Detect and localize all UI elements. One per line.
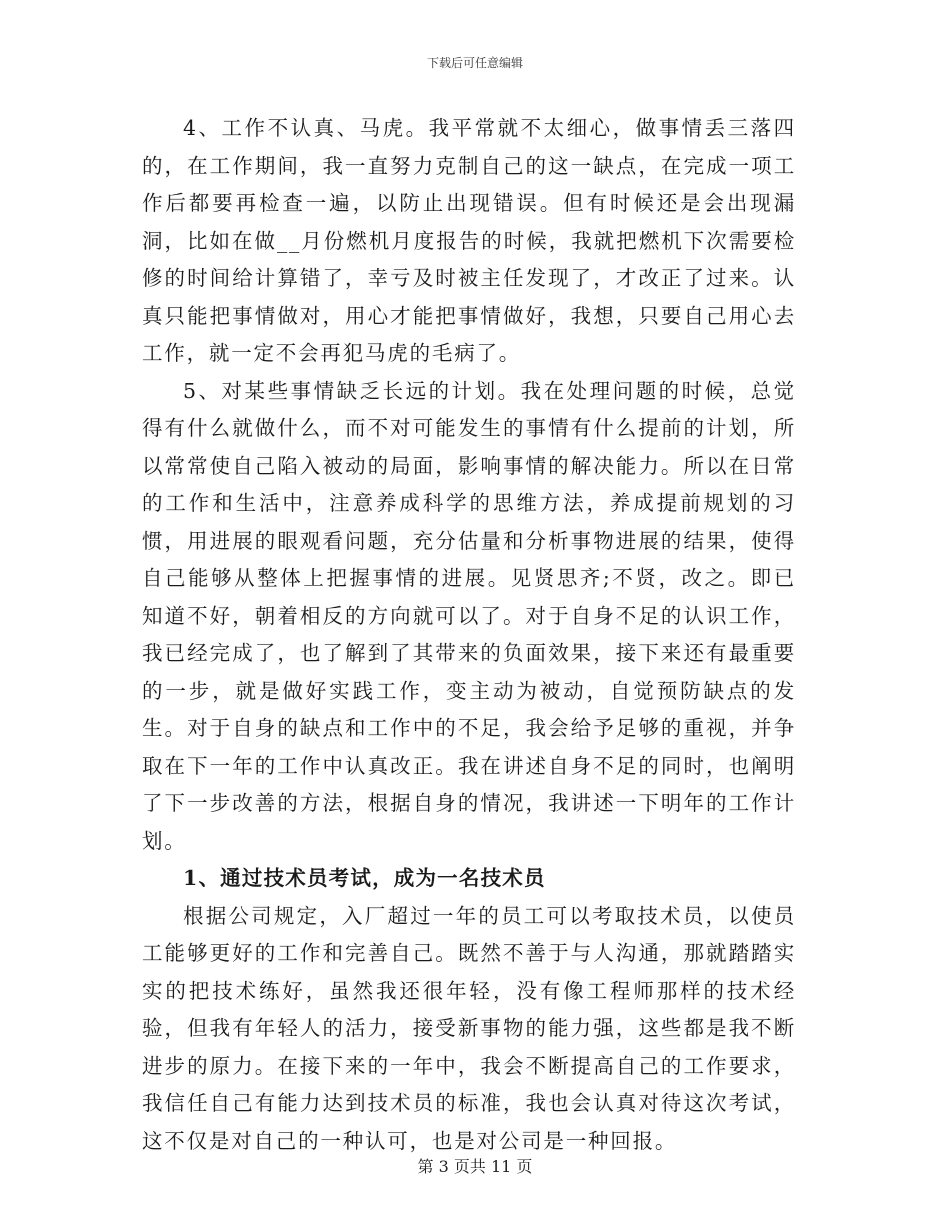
paragraph-point-4: 4、工作不认真、马虎。我平常就不太细心，做事情丢三落四的，在工作期间，我一直努力克制自己的这一缺点，在完成一项工作后都要再检查一遍，以防止出现错误。但有时候还是会出现漏洞，比如在做__月份燃机月度报告的时候，我就把燃机下次需要检修的时间给计算错了，幸亏及时被主任发现了，才改正了过来。认真只能把事情做对，用心才能把事情做好，我想，只要自己用心去工作，就一定不会再犯马虎的毛病了。 <box>142 116 796 365</box>
document-body <box>142 110 796 1160</box>
paragraph-technician-plan: 根据公司规定，入厂超过一年的员工可以考取技术员，以使员工能够更好的工作和完善自己。既然不善于与人沟通，那就踏踏实实的把技术练好，虽然我还很年轻，没有像工程师那样的技术经验，但我有年轻人的活力，接受新事物的能力强，这些都是我不断进步的原力。在接下来的一年中，我会不断提高自己的工作要求，我信任自己有能力达到技术员的标准，我也会认真对待这次考试，这不仅是对自己的一种认可，也是对公司是一种回报。 <box>142 903 796 1153</box>
section-heading-technician-exam: 1、通过技术员考试，成为一名技术员 <box>183 866 546 890</box>
page-header: 下载后可任意编辑 <box>426 56 523 70</box>
paragraph-point-5: 5、对某些事情缺乏长远的计划。我在处理问题的时候，总觉得有什么就做什么，而不对可能发生的事情有什么提前的计划，所以常常使自己陷入被动的局面，影响事情的解决能力。所以在日常的工作和生活中，注意养成科学的思维方法，养成提前规划的习惯，用进展的眼观看问题，充分估量和分析事物进展的结果，使得自己能够从整体上把握事情的进展。见贤思齐;不贤，改之。即已知道不好，朝着相反的方向就可以了。对于自身不足的认识工作，我已经完成了，也了解到了其带来的负面效果，接下来还有最重要的一步，就是做好实践工作，变主动为被动，自觉预防缺点的发生。对于自身的缺点和工作中的不足，我会给予足够的重视，并争取在下一年的工作中认真改正。我在讲述自身不足的同时，也阐明了下一步改善的方法，根据自身的情况，我讲述一下明年的工作计划。 <box>142 378 796 853</box>
page-footer: 第 3 页共 11 页 <box>417 1157 533 1176</box>
